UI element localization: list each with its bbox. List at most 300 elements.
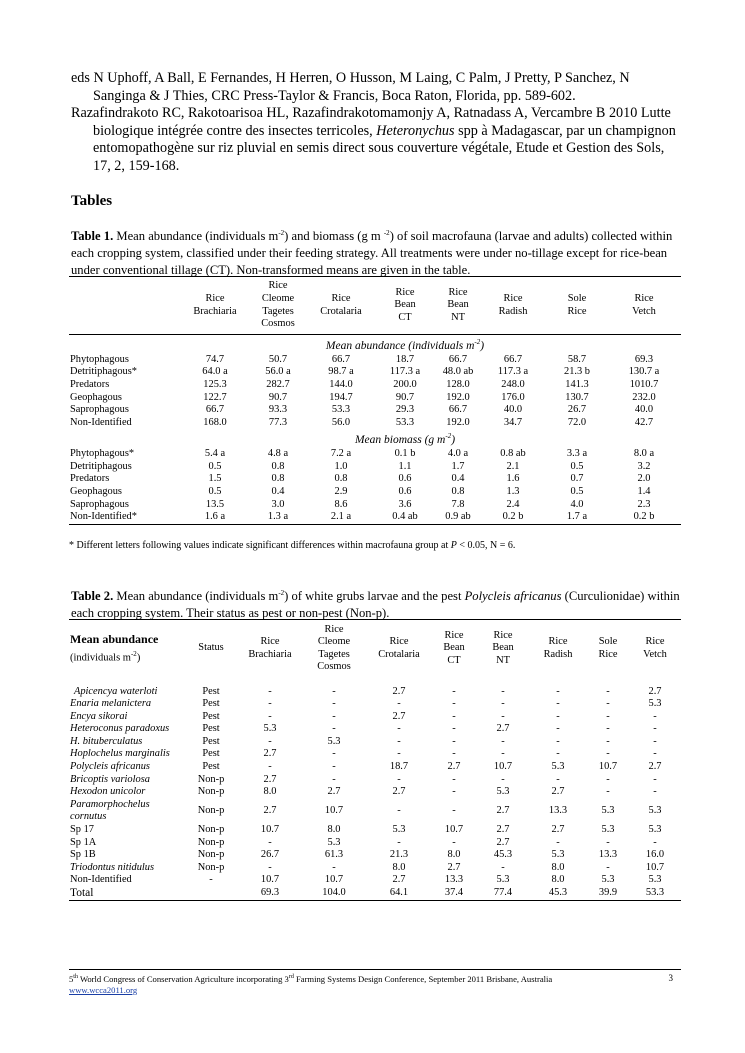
table1 xyxy=(69,276,681,525)
table1-abundance-cell: 74.7 xyxy=(205,353,225,365)
table2-cell: 8.0 xyxy=(447,849,461,861)
footer-conference: 5th World Congress of Conservation Agriculture incorporating 3rd Farming Systems Design Conference, September 2011 Brisbane, Australia xyxy=(69,973,553,984)
table1-abundance-cell: 141.3 xyxy=(565,379,589,391)
table2-cell: 8.0 xyxy=(551,861,565,873)
table2-cell: - xyxy=(452,735,456,747)
table2-cell: - xyxy=(653,723,657,735)
table1-abundance-cell: 176.0 xyxy=(501,391,525,403)
table1-abundance-cell: 66.7 xyxy=(205,404,225,416)
reference-list xyxy=(71,70,681,176)
table2-cell: - xyxy=(501,748,505,760)
table2-cell: - xyxy=(501,773,505,785)
table2-cell: - xyxy=(452,723,456,735)
table1-abundance-cell: 56.0 xyxy=(331,416,351,428)
table2-cell: - xyxy=(606,836,610,848)
table1-biomass-cell: 0.8 xyxy=(271,473,285,485)
table2-cell: - xyxy=(332,761,336,773)
table1-biomass-cell: 1.1 xyxy=(398,460,412,472)
table2-status-cell: Non-p xyxy=(197,786,225,798)
table2-cell: - xyxy=(332,773,336,785)
table1-col-header: Rice Cleome Tagetes Cosmos xyxy=(247,277,309,335)
table2-cell: 2.7 xyxy=(392,874,406,886)
table2-cell: - xyxy=(332,861,336,873)
table2-total-cell: 39.9 xyxy=(587,887,629,900)
table1-biomass-cell: 3.6 xyxy=(398,498,412,510)
table2-cell: - xyxy=(501,710,505,722)
table2-cell: - xyxy=(397,836,401,848)
table2-row-label: Apicencya waterloti xyxy=(74,685,158,697)
table2-row xyxy=(69,786,681,799)
table2-cell: 10.7 xyxy=(324,805,344,817)
table1-abundance-cell: 64.0 a xyxy=(202,366,228,378)
table2-cell: 10.7 xyxy=(444,824,464,836)
table1-col-header: Rice Bean NT xyxy=(437,277,479,335)
table2-cell: 10.7 xyxy=(260,874,280,886)
table1-abundance-cell: 128.0 xyxy=(446,379,470,391)
table2-cell: - xyxy=(397,735,401,747)
table2-row-label: Sp 1B xyxy=(70,849,96,861)
table2-cell: 2.7 xyxy=(551,824,565,836)
table1-biomass-cell: 2.1 xyxy=(506,460,520,472)
table1-biomass-cell: 0.4 xyxy=(271,486,285,497)
table2-cell: - xyxy=(268,761,272,773)
table1-biomass-cell: 4.8 a xyxy=(267,448,289,460)
table2-total-row xyxy=(69,887,681,900)
table2-total-label: Total xyxy=(69,887,183,900)
table2-total-cell: 69.3 xyxy=(239,887,301,900)
table2-total-cell: 45.3 xyxy=(529,887,587,900)
table2-cell: - xyxy=(268,861,272,873)
table2-row xyxy=(69,874,681,887)
table2-cell: 2.7 xyxy=(447,861,461,873)
table2-cell: 5.3 xyxy=(263,723,277,735)
table2-cell: - xyxy=(332,685,336,697)
table2-cell: - xyxy=(653,836,657,848)
table1-biomass-cell: 1.0 xyxy=(334,460,348,472)
table1-biomass-cell: 1.7 a xyxy=(547,511,607,524)
table1-biomass-cell: 1.7 xyxy=(451,460,465,472)
table2-col-header: Rice Bean CT xyxy=(431,620,477,678)
table1-biomass-cell: 3.0 xyxy=(271,498,285,510)
table2-cell: 5.3 xyxy=(648,824,662,836)
table2-row xyxy=(69,686,681,699)
table1-abundance-row xyxy=(69,366,681,379)
footer-url-link[interactable]: www.wcca2011.org xyxy=(69,984,138,995)
table2-row-label: Enaria melanictera xyxy=(70,698,152,710)
table2-cell: - xyxy=(501,685,505,697)
table2-row xyxy=(69,748,681,761)
table2-total-status xyxy=(183,887,239,900)
table1-abundance-row-label: Non-Identified xyxy=(70,416,132,428)
table2-col-header: Rice Brachiaria xyxy=(239,620,301,678)
table1-section-abundance: Mean abundance (individuals $m^{-2}$) xyxy=(69,335,681,354)
table1-abundance-cell: 282.7 xyxy=(266,379,290,391)
table2-cell: 8.0 xyxy=(327,824,341,836)
table1-abundance-cell: 130.7 a xyxy=(628,366,660,378)
table2-cell: - xyxy=(332,748,336,760)
table2-cell: 5.3 xyxy=(551,849,565,861)
table2-status-cell: Pest xyxy=(202,698,220,710)
table2-cell: - xyxy=(606,773,610,785)
table2-cell: - xyxy=(556,748,560,760)
table2-status-cell: Pest xyxy=(202,685,220,697)
table2-row xyxy=(69,862,681,875)
table1-biomass-cell: 7.2 a xyxy=(330,448,352,460)
table2-cell: - xyxy=(556,836,560,848)
table2-caption: Table 2. Mean abundance (individuals $m^{-2}$) of white grubs larvae and the pest Polycleis africanus (Curculionidae) within each cropping system. Their status as pest or non-pest (Non-p). xyxy=(71,589,680,621)
table2-row-label: Triodontus nitidulus xyxy=(70,861,155,873)
table1-biomass-cell: 5.4 a xyxy=(204,448,226,460)
table1-abundance-cell: 248.0 xyxy=(501,379,525,391)
table1-biomass-cell: 2.4 xyxy=(506,498,520,510)
table1-biomass-cell: 7.8 xyxy=(451,498,465,510)
table2-status-cell: Pest xyxy=(202,735,220,747)
table2-cell: 5.3 xyxy=(648,805,662,817)
table2-cell: - xyxy=(397,805,401,817)
table2-cell: - xyxy=(452,748,456,760)
table2-cell: 5.3 xyxy=(392,824,406,836)
table2-status-cell: Non-p xyxy=(197,805,225,817)
table1-biomass-cell: 0.2 b xyxy=(607,511,681,524)
table2-spacer xyxy=(69,678,681,686)
table2-cell: 2.7 xyxy=(263,805,277,817)
table1-caption: Table 1. Mean abundance (individuals $m^{-2}$) and biomass (g m $^{-2}$) of soil macrofauna (larvae and adults) collected within each cropping system, classified under their feeding strategy. All treatments were under no-tillage except for rice-bean under conventional tillage (CT). Non-transformed means are given in the table. xyxy=(71,229,673,278)
table2-cell: 2.7 xyxy=(496,805,510,817)
table2 xyxy=(69,619,681,901)
table1-biomass-cell: 0.1 b xyxy=(394,448,416,460)
table2-cell: - xyxy=(606,748,610,760)
table1-col-header: Rice Brachiaria xyxy=(183,277,247,335)
table1-abundance-cell: 53.3 xyxy=(395,416,415,428)
table2-cell: 5.3 xyxy=(496,874,510,886)
table2-row xyxy=(69,723,681,736)
table2-row-label: Hexodon unicolor xyxy=(70,786,146,798)
page-footer xyxy=(69,969,681,996)
table2-total-cell: 104.0 xyxy=(301,887,367,900)
table2-cell: - xyxy=(397,723,401,735)
table2-row-label: Sp 1A xyxy=(70,836,97,848)
table2-cell: 18.7 xyxy=(389,761,409,773)
table1-abundance-row xyxy=(69,417,681,430)
table1-biomass-cell: 8.0 a xyxy=(633,448,655,460)
reference-2-italic: Heteronychus xyxy=(376,122,455,139)
table2-cell: 5.3 xyxy=(601,874,615,886)
table1-abundance-row xyxy=(69,354,681,367)
table1-biomass-cell: 0.8 xyxy=(334,473,348,485)
table1-biomass-cell: 0.4 xyxy=(451,473,465,485)
table2-cell: 10.7 xyxy=(645,861,665,873)
table2-cell: - xyxy=(606,710,610,722)
table1-abundance-cell: 168.0 xyxy=(203,416,227,428)
table2-cell: 10.7 xyxy=(260,824,280,836)
table2-cell: 21.3 xyxy=(389,849,409,861)
table1-biomass-cell: 0.5 xyxy=(208,486,222,497)
table2-col-header: Rice Vetch xyxy=(629,620,681,678)
table1-biomass-cell: 0.5 xyxy=(570,486,584,497)
table2-cell: - xyxy=(606,861,610,873)
table2-cell: - xyxy=(268,735,272,747)
table2-status-cell: - xyxy=(209,874,213,886)
table2-row xyxy=(69,774,681,787)
table2-cell: - xyxy=(268,685,272,697)
table2-cell: - xyxy=(653,735,657,747)
table2-cell: - xyxy=(556,735,560,747)
table2-cell: 5.3 xyxy=(551,761,565,773)
table2-cell: - xyxy=(332,723,336,735)
table2-cell: - xyxy=(452,805,456,817)
reference-2: Razafindrakoto RC, Rakotoarisoa HL, Razafindrakotomamonjy A, Ratnadass A, Vercambre B 2010 Lutte biologique intégrée contre des insectes terricoles, Heteronychus spp à Madagascar, par un champignon entomopathogène sur riz pluvial en semis direct sous couverture végétale, Etude et Gestion des Sols, 17, 2, 159-168. xyxy=(71,105,676,174)
table1-abundance-cell: 66.7 xyxy=(448,353,468,365)
table2-cell: 2.7 xyxy=(327,786,341,798)
table2-cell: 2.7 xyxy=(496,824,510,836)
table1-abundance-row-label: Saprophagous xyxy=(70,404,129,416)
table1-abundance-cell: 93.3 xyxy=(268,404,288,416)
table1-biomass-row-label: Detritiphagous xyxy=(70,460,132,472)
table2-cell: - xyxy=(556,710,560,722)
table2-cell: - xyxy=(653,748,657,760)
table1-biomass-cell: 0.5 xyxy=(570,460,584,472)
table2-status-cell: Non-p xyxy=(197,824,225,836)
table2-cell: 26.7 xyxy=(260,849,280,861)
table2-cell: 5.3 xyxy=(601,824,615,836)
table1-header-row xyxy=(69,277,681,335)
table2-cell: 61.3 xyxy=(324,849,344,861)
table1-biomass-row-label: Non-Identified* xyxy=(69,511,183,524)
table2-cell: - xyxy=(268,698,272,710)
table1-abundance-cell: 66.7 xyxy=(448,404,468,416)
table1-abundance-cell: 42.7 xyxy=(634,416,654,428)
table1-biomass-cell: 0.7 xyxy=(570,473,584,485)
table2-row xyxy=(69,711,681,724)
table2-row-label: Encya sikorai xyxy=(70,710,128,722)
table2-status-cell: Non-p xyxy=(197,836,225,848)
table1-biomass-cell: 1.5 xyxy=(208,473,222,485)
table2-cell: - xyxy=(556,685,560,697)
table2-row xyxy=(69,799,681,824)
table1-biomass-cell: 8.6 xyxy=(334,498,348,510)
table2-cell: 2.7 xyxy=(496,836,510,848)
table2-row xyxy=(69,837,681,850)
table2-row-label: Heteroconus paradoxus xyxy=(70,723,170,735)
table2-cell: - xyxy=(653,773,657,785)
table1-abundance-cell: 144.0 xyxy=(329,379,353,391)
table2-cell: 5.3 xyxy=(496,786,510,798)
page-number: 3 xyxy=(668,973,673,983)
table2-cell: - xyxy=(501,735,505,747)
table2-header-label: Mean abundance (individuals $m^{-2}$) xyxy=(69,620,183,678)
table1-abundance-cell: 232.0 xyxy=(632,391,656,403)
table2-col-header: Rice Bean NT xyxy=(477,620,529,678)
table2-cell: - xyxy=(556,773,560,785)
table2-cell: - xyxy=(452,786,456,798)
table1-abundance-cell: 1010.7 xyxy=(629,379,659,391)
table2-row xyxy=(69,698,681,711)
table2-cell: - xyxy=(397,698,401,710)
table1-biomass-cell: 1.4 xyxy=(637,486,651,497)
table2-status-header: Status xyxy=(183,620,239,678)
table2-cell: - xyxy=(452,836,456,848)
table1-biomass-cell: 2.1 a xyxy=(309,511,373,524)
table1-abundance-cell: 117.3 a xyxy=(497,366,529,378)
table1-biomass-cell: 0.2 b xyxy=(479,511,547,524)
table1-biomass-cell: 1.6 xyxy=(506,473,520,485)
table2-cell: 13.3 xyxy=(548,805,568,817)
table2-cell: - xyxy=(397,748,401,760)
table2-cell: - xyxy=(397,773,401,785)
table2-cell: - xyxy=(606,786,610,798)
table1-abundance-cell: 34.7 xyxy=(503,416,523,428)
table1-abundance-cell: 98.7 a xyxy=(328,366,354,378)
table1-biomass-cell: 1.6 a xyxy=(183,511,247,524)
table1-biomass-row-label: Saprophagous xyxy=(70,498,129,510)
table2-cell: 2.7 xyxy=(447,761,461,773)
table1-biomass-cell: 0.8 ab xyxy=(500,448,526,460)
table1-abundance-cell: 58.7 xyxy=(567,353,587,365)
table2-row xyxy=(69,824,681,837)
table2-cell: - xyxy=(606,685,610,697)
table1-abundance-cell: 194.7 xyxy=(329,391,353,403)
table1-abundance-cell: 50.7 xyxy=(268,353,288,365)
table1-abundance-cell: 90.7 xyxy=(268,391,288,403)
table1-col-header: Rice Radish xyxy=(479,277,547,335)
table2-cell: 8.0 xyxy=(551,874,565,886)
table1-col-header: Rice Vetch xyxy=(607,277,681,335)
table2-cell: - xyxy=(653,786,657,798)
table1-abundance-cell: 53.3 xyxy=(331,404,351,416)
table1-biomass-cell: 2.3 xyxy=(637,498,651,510)
table2-cell: 2.7 xyxy=(392,685,406,697)
table2-cell: - xyxy=(501,861,505,873)
table2-cell: 10.7 xyxy=(598,761,618,773)
table2-total-cell: 53.3 xyxy=(629,887,681,900)
table2-cell: - xyxy=(452,685,456,697)
table1-abundance-cell: 125.3 xyxy=(203,379,227,391)
table2-status-cell: Non-p xyxy=(197,861,225,873)
table1-biomass-row xyxy=(69,511,681,524)
table2-cell: - xyxy=(556,698,560,710)
table2-header-row xyxy=(69,620,681,678)
table2-col-header: Rice Cleome Tagetes Cosmos xyxy=(301,620,367,678)
table1-abundance-cell: 192.0 xyxy=(446,391,470,403)
table2-status-cell: Non-p xyxy=(197,773,225,785)
table1-abundance-cell: 200.0 xyxy=(393,379,417,391)
table2-cell: 10.7 xyxy=(493,761,513,773)
table2-cell: 2.7 xyxy=(648,761,662,773)
table2-cell: 2.7 xyxy=(551,786,565,798)
table2-cell: - xyxy=(452,710,456,722)
table2-status-cell: Pest xyxy=(202,710,220,722)
table2-cell: 2.7 xyxy=(263,748,277,760)
table1-col-header: Rice Bean CT xyxy=(373,277,437,335)
table2-cell: 5.3 xyxy=(601,805,615,817)
table2-status-cell: Pest xyxy=(202,761,220,773)
table2-cell: 5.3 xyxy=(327,836,341,848)
table1-abundance-cell: 26.7 xyxy=(567,404,587,416)
table2-row-label: Bricoptis variolosa xyxy=(70,773,150,785)
table1-biomass-cell: 0.5 xyxy=(208,460,222,472)
table2-status-cell: Pest xyxy=(202,748,220,760)
table1-abundance-cell: 122.7 xyxy=(203,391,227,403)
table1-abundance-cell: 117.3 a xyxy=(389,366,421,378)
table1-abundance-cell: 66.7 xyxy=(331,353,351,365)
table2-total-cell: 77.4 xyxy=(477,887,529,900)
table1-abundance-cell: 21.3 b xyxy=(564,366,590,378)
reference-1: eds N Uphoff, A Ball, E Fernandes, H Herren, O Husson, M Laing, C Palm, J Pretty, P Sanchez, N Sanginga & J Thies, CRC Press-Taylor & Francis, Boca Raton, Florida, pp. 589-602. xyxy=(71,70,630,104)
table1-biomass-row-label: Predators xyxy=(70,473,110,485)
table2-cell: - xyxy=(606,735,610,747)
table2-cell: - xyxy=(452,698,456,710)
table2-row-label: Non-Identified xyxy=(70,874,132,886)
table2-cell: 2.7 xyxy=(496,723,510,735)
table1-abundance-cell: 48.0 ab xyxy=(442,366,474,378)
table2-cell: - xyxy=(268,836,272,848)
table2-col-header: Rice Radish xyxy=(529,620,587,678)
table1-biomass-cell: 0.9 ab xyxy=(437,511,479,524)
table1-abundance-row xyxy=(69,392,681,405)
table2-cell: 10.7 xyxy=(324,874,344,886)
table2-total-cell: 64.1 xyxy=(367,887,431,900)
table1-footnote: * Different letters following values indicate significant differences within macrofauna group at P < 0.05, N = 6. xyxy=(69,540,516,551)
table2-row-label: H. bituberculatus xyxy=(70,735,143,747)
table1-abundance-cell: 90.7 xyxy=(395,391,415,403)
table2-cell: - xyxy=(606,698,610,710)
table1-biomass-cell: 0.8 xyxy=(271,460,285,472)
table2-cell: - xyxy=(653,710,657,722)
table1-abundance-cell: 40.0 xyxy=(634,404,654,416)
section-heading: Tables xyxy=(71,193,113,209)
table2-cell: 5.3 xyxy=(648,698,662,710)
table2-cell: 2.7 xyxy=(263,773,277,785)
table1-biomass-cell: 0.6 xyxy=(398,486,412,497)
table1-biomass-cell: 0.8 xyxy=(451,486,465,497)
table2-cell: 45.3 xyxy=(493,849,513,861)
table1-abundance-cell: 130.7 xyxy=(565,391,589,403)
table2-col-header: Sole Rice xyxy=(587,620,629,678)
table2-col-header: Rice Crotalaria xyxy=(367,620,431,678)
table2-row xyxy=(69,761,681,774)
table2-cell: 2.7 xyxy=(392,710,406,722)
table1-abundance-cell: 77.3 xyxy=(268,416,288,428)
table2-row xyxy=(69,849,681,862)
table2-row-label: Polycleis africanus xyxy=(70,761,150,773)
table1-abundance-row-label: Detritiphagous* xyxy=(70,366,137,378)
table1-biomass-cell: 2.0 xyxy=(637,473,651,485)
table1-abundance-row xyxy=(69,379,681,392)
table2-cell: 5.3 xyxy=(648,874,662,886)
table1-abundance-cell: 72.0 xyxy=(567,416,587,428)
table1-biomass-cell: 1.3 a xyxy=(247,511,309,524)
table1-abundance-row-label: Phytophagous xyxy=(70,353,129,365)
table1-biomass-row xyxy=(69,473,681,486)
table2-cell: - xyxy=(501,698,505,710)
table2-cell: 2.7 xyxy=(648,685,662,697)
table1-biomass-row-label: Phytophagous* xyxy=(70,448,135,460)
table1-biomass-cell: 2.9 xyxy=(334,486,348,497)
table2-cell: 2.7 xyxy=(392,786,406,798)
table2-cell: 13.3 xyxy=(598,849,618,861)
table2-cell: 16.0 xyxy=(645,849,665,861)
table1-col-header: Sole Rice xyxy=(547,277,607,335)
table2-total-cell: 37.4 xyxy=(431,887,477,900)
table1-biomass-cell: 1.3 xyxy=(506,486,520,497)
table1-abundance-cell: 18.7 xyxy=(395,353,415,365)
table1-abundance-cell: 40.0 xyxy=(503,404,523,416)
table1-abundance-cell: 66.7 xyxy=(503,353,523,365)
table2-cell: - xyxy=(268,710,272,722)
table2-cell: - xyxy=(606,723,610,735)
table1-biomass-row xyxy=(69,448,681,461)
table1-abundance-cell: 29.3 xyxy=(395,404,415,416)
